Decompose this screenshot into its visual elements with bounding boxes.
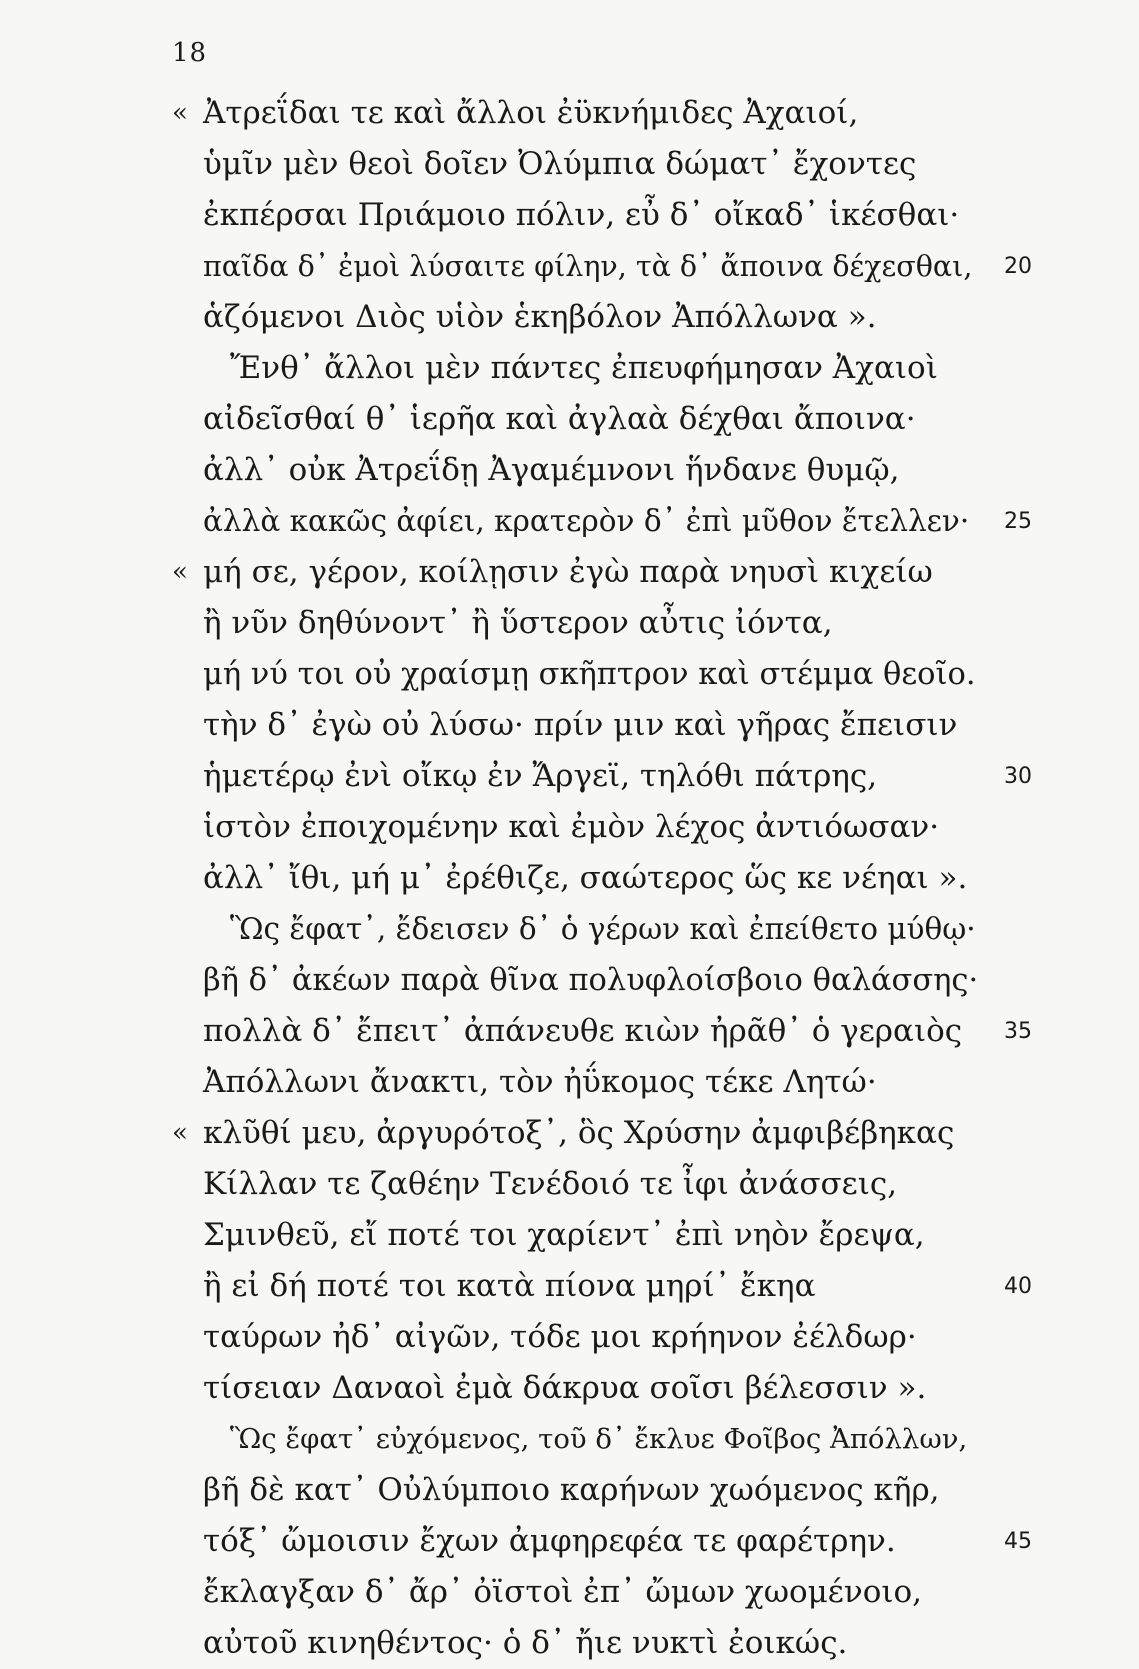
opening-quote-mark: « bbox=[172, 98, 188, 128]
verse-line bbox=[0, 1465, 1139, 1516]
verse-text: Ἀτρεΐδαι τε καὶ ἄλλοι ἐϋκνήμιδες Ἀχαιοί, bbox=[203, 95, 859, 131]
verse-line bbox=[0, 1567, 1139, 1618]
opening-quote-mark: « bbox=[172, 557, 188, 587]
verse-line bbox=[0, 394, 1139, 445]
verse-line bbox=[0, 751, 1139, 802]
verse-line bbox=[0, 1108, 1139, 1159]
verse-line bbox=[0, 1210, 1139, 1261]
verse-line bbox=[0, 955, 1139, 1006]
verse-line bbox=[0, 1006, 1139, 1057]
page-number: 18 bbox=[172, 38, 208, 68]
verse-line bbox=[0, 547, 1139, 598]
verse-text: Ὣς ἔφατ᾽, ἔδεισεν δ᾽ ὁ γέρων καὶ ἐπείθετο μύθῳ· bbox=[230, 912, 976, 946]
verse-line bbox=[0, 88, 1139, 139]
verse-text: αἰδεῖσθαί θ᾽ ἱερῆα καὶ ἀγλαὰ δέχθαι ἄποινα· bbox=[203, 401, 916, 437]
verse-line bbox=[0, 1618, 1139, 1669]
verse-text: Ἔνθ᾽ ἄλλοι μὲν πάντες ἐπευφήμησαν Ἀχαιοὶ bbox=[230, 350, 938, 386]
verse-line bbox=[0, 1159, 1139, 1210]
verse-text: ὑμῖν μὲν θεοὶ δοῖεν Ὀλύμπια δώματ᾽ ἔχοντες bbox=[203, 146, 917, 182]
verse-text: Ἀπόλλωνι ἄνακτι, τὸν ἠΰκομος τέκε Λητώ· bbox=[203, 1064, 877, 1100]
verse-text: ἁζόμενοι Διὸς υἱὸν ἑκηβόλον Ἀπόλλωνα ». bbox=[203, 299, 877, 335]
line-number: 35 bbox=[1004, 1019, 1032, 1044]
verse-line bbox=[0, 1414, 1139, 1465]
verse-text: βῆ δ᾽ ἀκέων παρὰ θῖνα πολυφλοίσβοιο θαλάσσης· bbox=[203, 963, 979, 998]
verse-line bbox=[0, 649, 1139, 700]
verse-line bbox=[0, 853, 1139, 904]
verse-text: Σμινθεῦ, εἴ ποτέ τοι χαρίεντ᾽ ἐπὶ νηὸν ἔρεψα, bbox=[203, 1217, 925, 1253]
verse-text: βῆ δὲ κατ᾽ Οὐλύμποιο καρήνων χωόμενος κῆρ, bbox=[203, 1472, 940, 1508]
verse-text: ἡμετέρῳ ἐνὶ οἴκῳ ἐν Ἄργεϊ, τηλόθι πάτρης, bbox=[203, 758, 878, 794]
verse-line bbox=[0, 445, 1139, 496]
verse-line bbox=[0, 700, 1139, 751]
verse-text: ἢ νῦν δηθύνοντ᾽ ἢ ὕστερον αὖτις ἰόντα, bbox=[203, 605, 833, 641]
verse-text: ἢ εἰ δή ποτέ τοι κατὰ πίονα μηρί᾽ ἔκηα bbox=[203, 1268, 816, 1304]
verse-text: τίσειαν Δαναοὶ ἐμὰ δάκρυα σοῖσι βέλεσσιν ». bbox=[203, 1370, 927, 1406]
verse-line bbox=[0, 1363, 1139, 1414]
line-number: 25 bbox=[1004, 509, 1032, 534]
verse-line bbox=[0, 292, 1139, 343]
line-number: 40 bbox=[1004, 1274, 1032, 1299]
line-number: 45 bbox=[1004, 1529, 1032, 1554]
verse-line bbox=[0, 190, 1139, 241]
verse-text: μή νύ τοι οὐ χραίσμῃ σκῆπτρον καὶ στέμμα θεοῖο. bbox=[203, 657, 976, 692]
verse-text: μή σε, γέρον, κοίλῃσιν ἐγὼ παρὰ νηυσὶ κιχείω bbox=[203, 554, 933, 590]
line-number: 30 bbox=[1004, 764, 1032, 789]
verse-text: Κίλλαν τε ζαθέην Τενέδοιό τε ἶφι ἀνάσσεις, bbox=[203, 1166, 898, 1202]
verse-line bbox=[0, 802, 1139, 853]
verse-text: Ὣς ἔφατ᾽ εὐχόμενος, τοῦ δ᾽ ἔκλυε Φοῖβος Ἀπόλλων, bbox=[230, 1423, 968, 1455]
verse-text: αὐτοῦ κινηθέντος· ὁ δ᾽ ἤιε νυκτὶ ἐοικώς. bbox=[203, 1625, 848, 1661]
verse-line bbox=[0, 1261, 1139, 1312]
verse-text: ἀλλὰ κακῶς ἀφίει, κρατερὸν δ᾽ ἐπὶ μῦθον ἔτελλεν· bbox=[203, 504, 970, 538]
verse-line bbox=[0, 1312, 1139, 1363]
verse-text: ἔκλαγξαν δ᾽ ἄρ᾽ ὀϊστοὶ ἐπ᾽ ὤμων χωομένοιο, bbox=[203, 1574, 923, 1610]
verse-text: ταύρων ἠδ᾽ αἰγῶν, τόδε μοι κρήηνον ἐέλδωρ· bbox=[203, 1319, 917, 1355]
opening-quote-mark: « bbox=[172, 1118, 188, 1148]
verse-line bbox=[0, 1516, 1139, 1567]
verse-line bbox=[0, 496, 1139, 547]
verse-text: τὴν δ᾽ ἐγὼ οὐ λύσω· πρίν μιν καὶ γῆρας ἔπεισιν bbox=[203, 707, 958, 743]
verse-line bbox=[0, 139, 1139, 190]
verse-line bbox=[0, 343, 1139, 394]
line-number: 20 bbox=[1004, 254, 1032, 279]
verse-line bbox=[0, 241, 1139, 292]
verse-text: παῖδα δ᾽ ἐμοὶ λύσαιτε φίλην, τὰ δ᾽ ἄποινα δέχεσθαι, bbox=[203, 250, 973, 283]
verse-line bbox=[0, 904, 1139, 955]
verse-text: ἱστὸν ἐποιχομένην καὶ ἐμὸν λέχος ἀντιόωσαν· bbox=[203, 809, 940, 845]
verse-block bbox=[0, 88, 1139, 1669]
verse-text: ἀλλ᾽ ἴθι, μή μ᾽ ἐρέθιζε, σαώτερος ὥς κε νέηαι ». bbox=[203, 860, 968, 896]
verse-text: πολλὰ δ᾽ ἔπειτ᾽ ἀπάνευθε κιὼν ἠρᾶθ᾽ ὁ γεραιὸς bbox=[203, 1013, 963, 1049]
verse-text: ἐκπέρσαι Πριάμοιο πόλιν, εὖ δ᾽ οἴκαδ᾽ ἱκέσθαι· bbox=[203, 197, 960, 233]
verse-line bbox=[0, 598, 1139, 649]
verse-text: ἀλλ᾽ οὐκ Ἀτρεΐδῃ Ἀγαμέμνονι ἥνδανε θυμῷ, bbox=[203, 452, 900, 488]
verse-text: κλῦθί μευ, ἀργυρότοξ᾽, ὃς Χρύσην ἀμφιβέβηκας bbox=[203, 1115, 955, 1151]
verse-line bbox=[0, 1057, 1139, 1108]
verse-text: τόξ᾽ ὤμοισιν ἔχων ἀμφηρεφέα τε φαρέτρην. bbox=[203, 1523, 896, 1559]
